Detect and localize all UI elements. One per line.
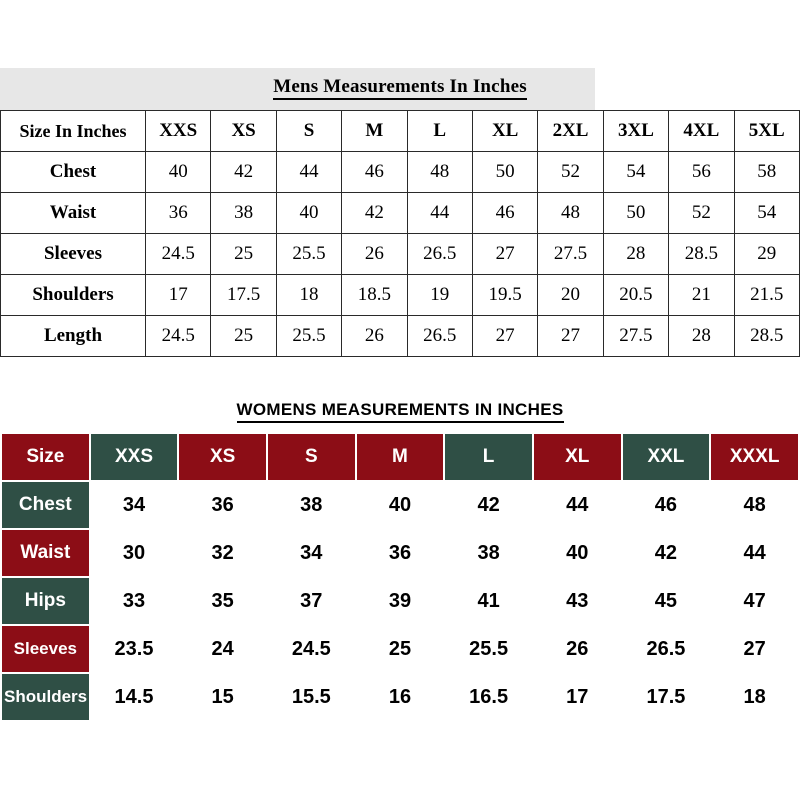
mens-row-label-sleeves: Sleeves bbox=[1, 234, 146, 275]
womens-cell-chest-xs: 36 bbox=[178, 481, 267, 529]
womens-cell-shoulders-l: 16.5 bbox=[444, 673, 533, 721]
mens-header-cell-6: XL bbox=[472, 111, 537, 152]
mens-cell-waist-s: 40 bbox=[276, 193, 341, 234]
mens-cell-sleeves-4xl: 28.5 bbox=[669, 234, 734, 275]
mens-title-text: Mens Measurements In Inches bbox=[273, 76, 527, 100]
mens-title-band bbox=[0, 68, 800, 110]
mens-cell-shoulders-xl: 19.5 bbox=[472, 275, 537, 316]
mens-cell-length-s: 25.5 bbox=[276, 316, 341, 357]
mens-cell-shoulders-m: 18.5 bbox=[342, 275, 407, 316]
womens-cell-chest-m: 40 bbox=[356, 481, 445, 529]
mens-section bbox=[0, 68, 800, 357]
mens-cell-length-4xl: 28 bbox=[669, 316, 734, 357]
mens-cell-sleeves-xl: 27 bbox=[472, 234, 537, 275]
mens-row-label-chest: Chest bbox=[1, 152, 146, 193]
mens-cell-sleeves-m: 26 bbox=[342, 234, 407, 275]
mens-cell-waist-4xl: 52 bbox=[669, 193, 734, 234]
womens-cell-sleeves-m: 25 bbox=[356, 625, 445, 673]
womens-cell-hips-xxl: 45 bbox=[622, 577, 711, 625]
womens-table-header-row bbox=[1, 433, 799, 481]
womens-header-cell-1: XXS bbox=[90, 433, 179, 481]
womens-title bbox=[0, 400, 800, 420]
mens-cell-length-3xl: 27.5 bbox=[603, 316, 668, 357]
womens-header-cell-0: Size bbox=[1, 433, 90, 481]
mens-cell-chest-xxs: 40 bbox=[146, 152, 211, 193]
womens-header-cell-3: S bbox=[267, 433, 356, 481]
mens-cell-shoulders-4xl: 21 bbox=[669, 275, 734, 316]
womens-header-cell-6: XL bbox=[533, 433, 622, 481]
mens-cell-shoulders-3xl: 20.5 bbox=[603, 275, 668, 316]
mens-header-cell-5: L bbox=[407, 111, 472, 152]
mens-header-cell-8: 3XL bbox=[603, 111, 668, 152]
womens-cell-waist-l: 38 bbox=[444, 529, 533, 577]
mens-cell-sleeves-l: 26.5 bbox=[407, 234, 472, 275]
table-row bbox=[1, 529, 799, 577]
womens-cell-chest-xxs: 34 bbox=[90, 481, 179, 529]
mens-cell-waist-xxs: 36 bbox=[146, 193, 211, 234]
mens-header-cell-1: XXS bbox=[146, 111, 211, 152]
mens-cell-chest-2xl: 52 bbox=[538, 152, 603, 193]
table-row bbox=[1, 275, 800, 316]
mens-row-label-shoulders: Shoulders bbox=[1, 275, 146, 316]
mens-measurements-table bbox=[0, 110, 800, 357]
womens-cell-sleeves-xxxl: 27 bbox=[710, 625, 799, 673]
mens-cell-waist-l: 44 bbox=[407, 193, 472, 234]
womens-header-cell-4: M bbox=[356, 433, 445, 481]
table-row bbox=[1, 193, 800, 234]
womens-cell-sleeves-l: 25.5 bbox=[444, 625, 533, 673]
mens-cell-waist-3xl: 50 bbox=[603, 193, 668, 234]
womens-cell-shoulders-xxxl: 18 bbox=[710, 673, 799, 721]
mens-cell-waist-5xl: 54 bbox=[734, 193, 799, 234]
mens-cell-shoulders-xs: 17.5 bbox=[211, 275, 276, 316]
mens-header-cell-2: XS bbox=[211, 111, 276, 152]
mens-cell-sleeves-2xl: 27.5 bbox=[538, 234, 603, 275]
mens-cell-sleeves-s: 25.5 bbox=[276, 234, 341, 275]
womens-row-label-shoulders: Shoulders bbox=[1, 673, 90, 721]
mens-cell-waist-2xl: 48 bbox=[538, 193, 603, 234]
womens-cell-hips-xs: 35 bbox=[178, 577, 267, 625]
mens-cell-length-l: 26.5 bbox=[407, 316, 472, 357]
mens-cell-chest-xl: 50 bbox=[472, 152, 537, 193]
mens-cell-waist-xs: 38 bbox=[211, 193, 276, 234]
mens-cell-shoulders-xxs: 17 bbox=[146, 275, 211, 316]
table-row bbox=[1, 234, 800, 275]
womens-cell-shoulders-s: 15.5 bbox=[267, 673, 356, 721]
womens-cell-sleeves-xxs: 23.5 bbox=[90, 625, 179, 673]
womens-cell-sleeves-xxl: 26.5 bbox=[622, 625, 711, 673]
womens-cell-waist-xxxl: 44 bbox=[710, 529, 799, 577]
mens-cell-length-2xl: 27 bbox=[538, 316, 603, 357]
mens-cell-waist-xl: 46 bbox=[472, 193, 537, 234]
womens-cell-shoulders-xl: 17 bbox=[533, 673, 622, 721]
womens-row-label-hips: Hips bbox=[1, 577, 90, 625]
mens-header-cell-7: 2XL bbox=[538, 111, 603, 152]
mens-cell-chest-s: 44 bbox=[276, 152, 341, 193]
womens-header-cell-8: XXXL bbox=[710, 433, 799, 481]
table-row bbox=[1, 316, 800, 357]
mens-header-cell-0: Size In Inches bbox=[1, 111, 146, 152]
mens-cell-shoulders-5xl: 21.5 bbox=[734, 275, 799, 316]
womens-cell-sleeves-xs: 24 bbox=[178, 625, 267, 673]
womens-cell-hips-l: 41 bbox=[444, 577, 533, 625]
womens-cell-waist-m: 36 bbox=[356, 529, 445, 577]
womens-cell-shoulders-xxs: 14.5 bbox=[90, 673, 179, 721]
womens-cell-chest-xl: 44 bbox=[533, 481, 622, 529]
mens-cell-chest-m: 46 bbox=[342, 152, 407, 193]
mens-cell-shoulders-l: 19 bbox=[407, 275, 472, 316]
womens-cell-shoulders-xxl: 17.5 bbox=[622, 673, 711, 721]
table-row bbox=[1, 481, 799, 529]
womens-cell-sleeves-s: 24.5 bbox=[267, 625, 356, 673]
womens-cell-chest-l: 42 bbox=[444, 481, 533, 529]
womens-header-cell-7: XXL bbox=[622, 433, 711, 481]
womens-cell-chest-s: 38 bbox=[267, 481, 356, 529]
table-row bbox=[1, 577, 799, 625]
table-row bbox=[1, 152, 800, 193]
mens-cell-chest-5xl: 58 bbox=[734, 152, 799, 193]
womens-measurements-table bbox=[0, 432, 800, 722]
mens-cell-sleeves-xxs: 24.5 bbox=[146, 234, 211, 275]
womens-cell-hips-s: 37 bbox=[267, 577, 356, 625]
mens-row-label-waist: Waist bbox=[1, 193, 146, 234]
womens-cell-waist-xs: 32 bbox=[178, 529, 267, 577]
womens-cell-hips-xxxl: 47 bbox=[710, 577, 799, 625]
womens-row-label-sleeves: Sleeves bbox=[1, 625, 90, 673]
mens-cell-sleeves-5xl: 29 bbox=[734, 234, 799, 275]
mens-table-header-row bbox=[1, 111, 800, 152]
womens-header-cell-5: L bbox=[444, 433, 533, 481]
mens-cell-chest-3xl: 54 bbox=[603, 152, 668, 193]
mens-header-cell-10: 5XL bbox=[734, 111, 799, 152]
mens-cell-length-xxs: 24.5 bbox=[146, 316, 211, 357]
mens-cell-sleeves-xs: 25 bbox=[211, 234, 276, 275]
table-row bbox=[1, 673, 799, 721]
womens-cell-shoulders-xs: 15 bbox=[178, 673, 267, 721]
womens-cell-shoulders-m: 16 bbox=[356, 673, 445, 721]
womens-cell-hips-xxs: 33 bbox=[90, 577, 179, 625]
mens-cell-sleeves-3xl: 28 bbox=[603, 234, 668, 275]
mens-cell-chest-l: 48 bbox=[407, 152, 472, 193]
womens-cell-waist-xl: 40 bbox=[533, 529, 622, 577]
table-row bbox=[1, 625, 799, 673]
womens-cell-waist-s: 34 bbox=[267, 529, 356, 577]
womens-cell-chest-xxl: 46 bbox=[622, 481, 711, 529]
mens-cell-shoulders-2xl: 20 bbox=[538, 275, 603, 316]
womens-row-label-chest: Chest bbox=[1, 481, 90, 529]
mens-cell-length-xl: 27 bbox=[472, 316, 537, 357]
womens-header-cell-2: XS bbox=[178, 433, 267, 481]
womens-title-text: WOMENS MEASUREMENTS IN INCHES bbox=[237, 400, 564, 423]
mens-cell-length-5xl: 28.5 bbox=[734, 316, 799, 357]
mens-row-label-length: Length bbox=[1, 316, 146, 357]
womens-cell-hips-xl: 43 bbox=[533, 577, 622, 625]
womens-row-label-waist: Waist bbox=[1, 529, 90, 577]
mens-title-band-right-blank bbox=[595, 68, 800, 110]
mens-cell-length-xs: 25 bbox=[211, 316, 276, 357]
mens-cell-length-m: 26 bbox=[342, 316, 407, 357]
mens-header-cell-4: M bbox=[342, 111, 407, 152]
mens-header-cell-9: 4XL bbox=[669, 111, 734, 152]
mens-header-cell-3: S bbox=[276, 111, 341, 152]
mens-cell-chest-xs: 42 bbox=[211, 152, 276, 193]
mens-cell-waist-m: 42 bbox=[342, 193, 407, 234]
mens-cell-shoulders-s: 18 bbox=[276, 275, 341, 316]
womens-cell-waist-xxl: 42 bbox=[622, 529, 711, 577]
womens-cell-hips-m: 39 bbox=[356, 577, 445, 625]
womens-cell-waist-xxs: 30 bbox=[90, 529, 179, 577]
mens-cell-chest-4xl: 56 bbox=[669, 152, 734, 193]
womens-cell-chest-xxxl: 48 bbox=[710, 481, 799, 529]
womens-cell-sleeves-xl: 26 bbox=[533, 625, 622, 673]
